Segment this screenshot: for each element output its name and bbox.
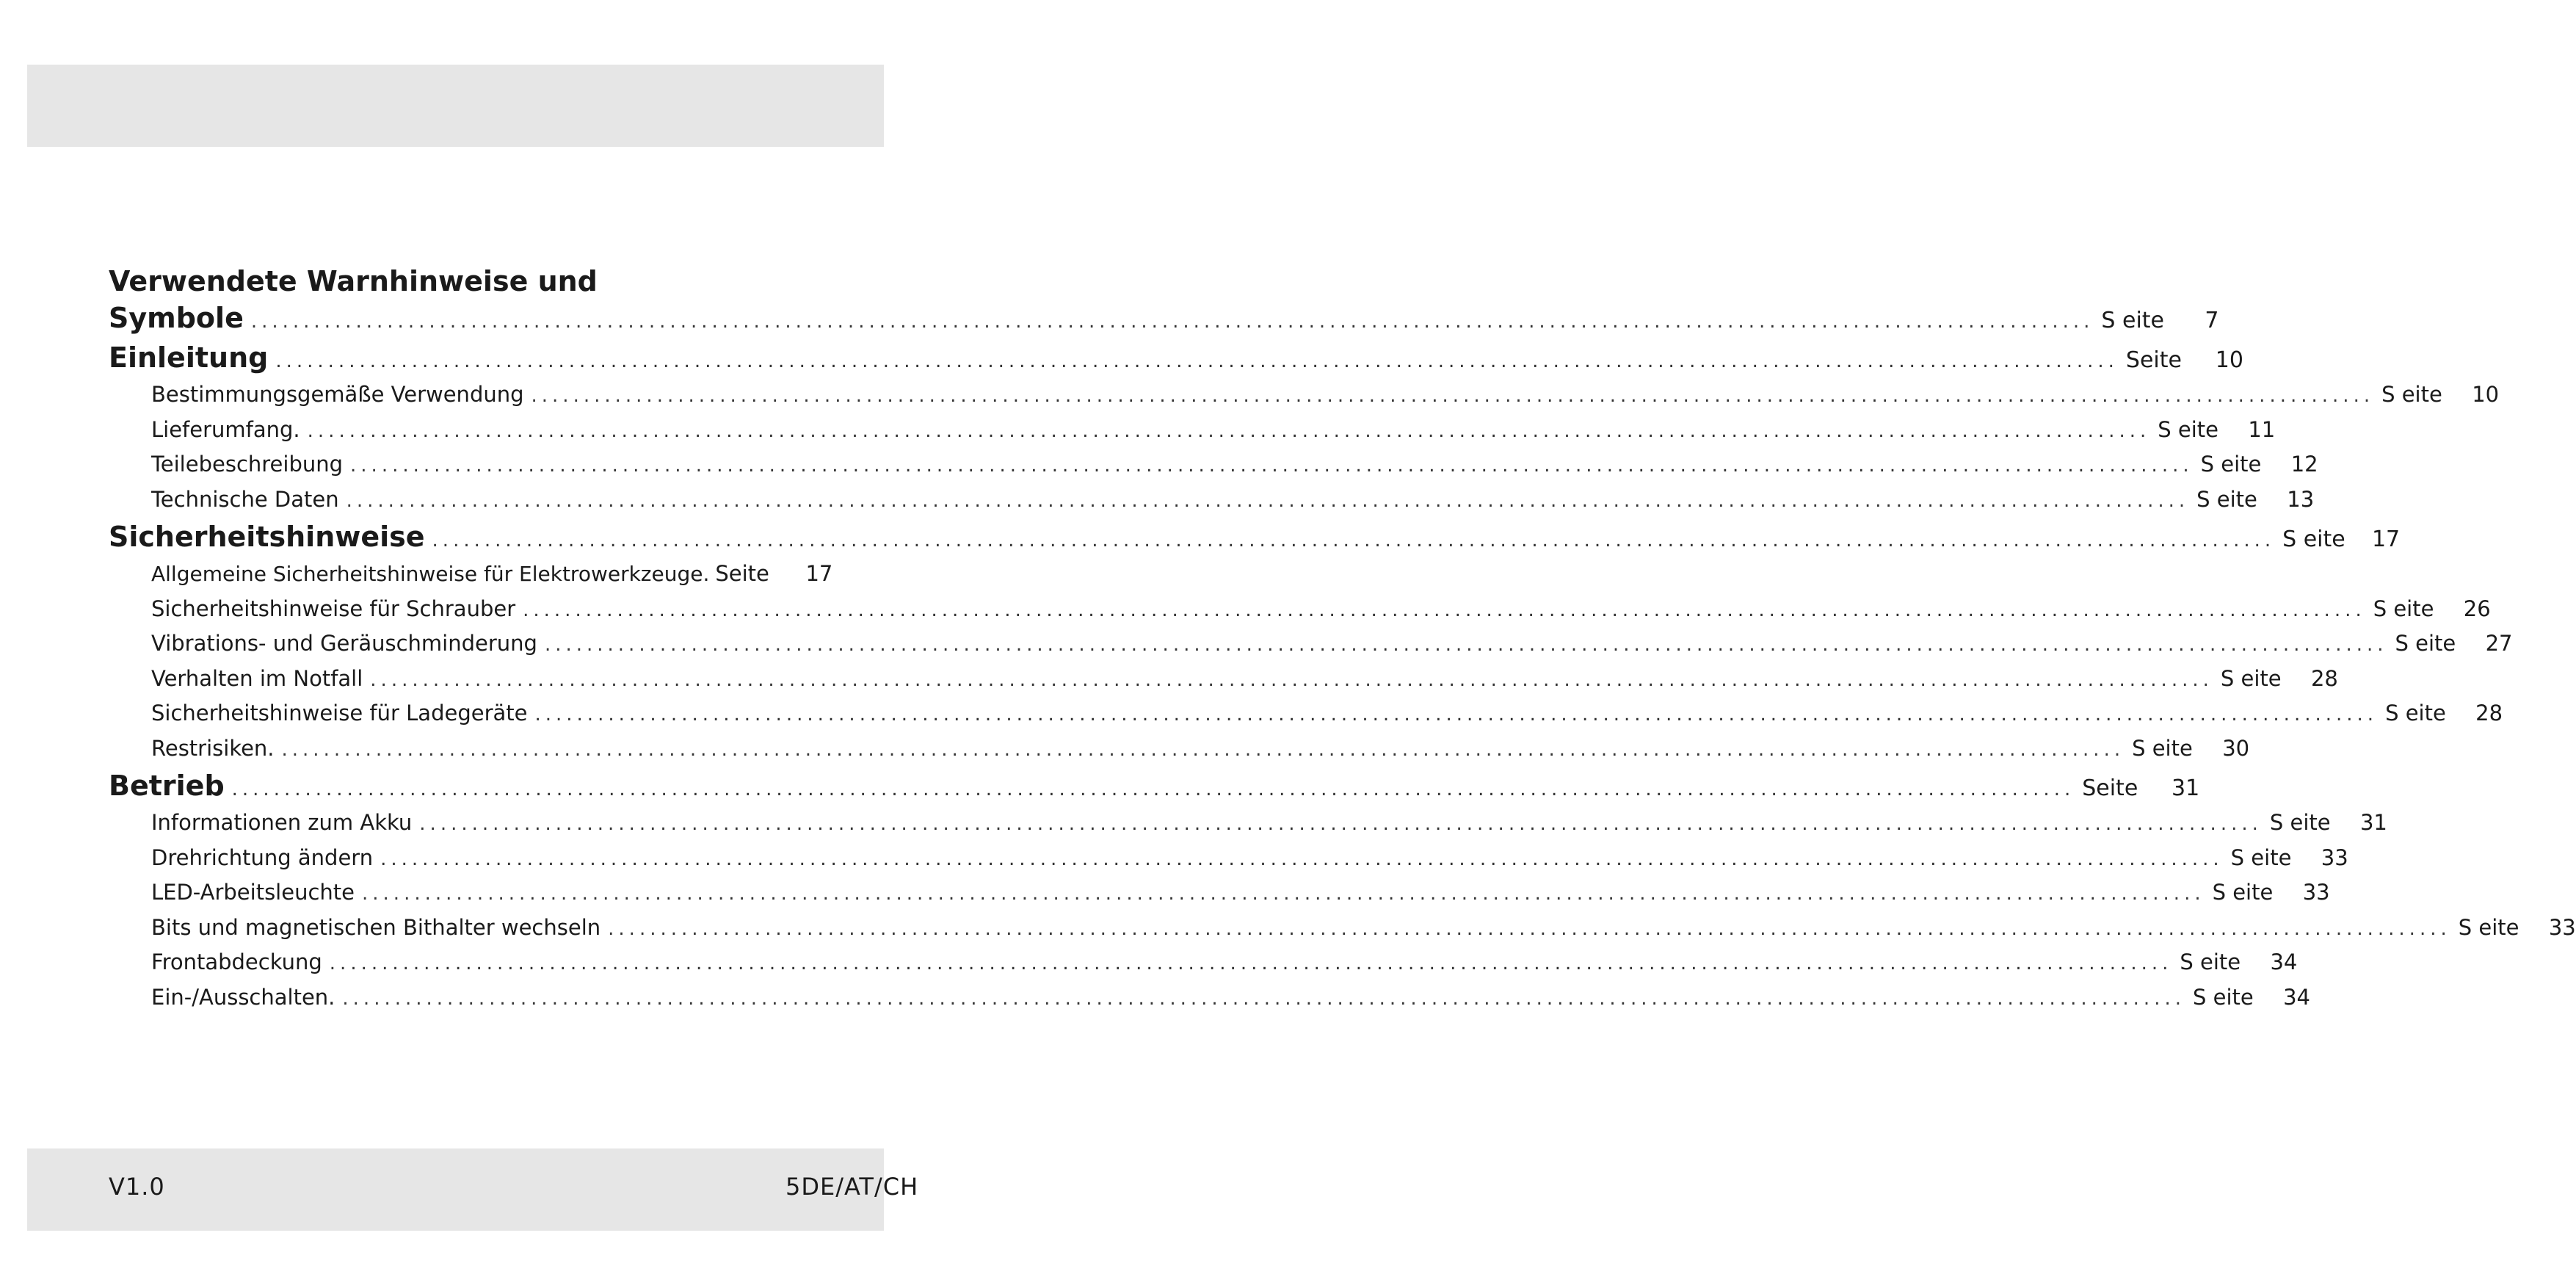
toc-entry-title: Ein-/Ausschalten. [151, 984, 335, 1010]
toc-entry-title: Technische Daten [151, 486, 339, 512]
dot-leader [380, 842, 2224, 878]
toc-page-number: 31 [2172, 775, 2200, 801]
toc-seite-label: S eite [2192, 984, 2254, 1010]
toc-page-number: 11 [2248, 416, 2276, 442]
toc-entry-title: Drehrichtung ändern [151, 844, 374, 870]
header-band [27, 65, 884, 147]
toc-seite-label: S eite [2180, 949, 2241, 974]
toc-seite-label: S eite [2132, 735, 2193, 761]
toc-entry-vibrations-geraeuschminderung[interactable] [109, 626, 2513, 662]
toc-entry-title: Sicherheitshinweise für Schrauber [151, 596, 516, 621]
toc-entry-symbole[interactable] [109, 298, 2219, 338]
dot-leader [531, 379, 2375, 414]
toc-entry-title: Lieferumfang. [151, 416, 300, 442]
dot-leader [282, 733, 2125, 768]
toc-entry-title: Frontabdeckung [151, 949, 322, 974]
toc-entry-title: Vibrations- und Geräuschminderung [151, 631, 537, 656]
toc-seite-label: S eite [2220, 665, 2282, 691]
dot-leader [232, 770, 2075, 809]
toc-page-number: 7 [2205, 308, 2219, 333]
toc-entry-frontabdeckung[interactable] [109, 945, 2298, 980]
toc-entry-sicherheitshinweise[interactable] [109, 517, 2401, 557]
toc-page-number: 10 [2215, 347, 2243, 373]
toc-page-number: 30 [2222, 735, 2250, 761]
toc-page-number: 27 [2485, 631, 2513, 656]
toc-page-number: 26 [2463, 596, 2491, 621]
toc-page-number: 33 [2302, 880, 2330, 905]
toc-entry-informationen-akku[interactable] [109, 806, 2387, 841]
toc-page-number: 34 [2270, 949, 2298, 974]
toc-seite-label: S eite [2381, 382, 2442, 407]
toc-page-number: 17 [805, 561, 833, 586]
toc-entry-lieferumfang[interactable] [109, 413, 2276, 448]
toc-entry-teilebeschreibung[interactable] [109, 447, 2318, 482]
toc-entry-title: Bits und magnetischen Bithalter wechseln [151, 914, 601, 940]
dot-leader [419, 807, 2263, 842]
toc-entry-einleitung[interactable] [109, 338, 2243, 377]
toc-seite-label: S eite [2395, 631, 2456, 656]
toc-page-number: 28 [2475, 701, 2503, 726]
toc-entry-title: Verhalten im Notfall [151, 665, 363, 691]
dot-leader [342, 982, 2185, 1017]
toc-entry-title: Sicherheitshinweise [109, 521, 425, 553]
toc-entry-title: Teilebeschreibung [151, 452, 344, 477]
toc-entry-verhalten-im-notfall[interactable] [109, 662, 2338, 697]
toc-entry-sicherheitshinweise-schrauber[interactable] [109, 592, 2491, 627]
toc-seite-label: S eite [2230, 844, 2292, 870]
version-label: V1.0 [109, 1173, 165, 1201]
toc-entry-betrieb[interactable] [109, 766, 2200, 806]
toc-page-number: 17 [2371, 527, 2401, 552]
toc-seite-label: Seite [2082, 775, 2138, 801]
toc-entry-ein-ausschalten[interactable] [109, 980, 2310, 1016]
dot-leader [362, 877, 2205, 912]
toc-page-number: 33 [2548, 914, 2576, 940]
toc-entry-drehrichtung-aendern[interactable] [109, 841, 2348, 876]
toc-seite-label: S eite [2158, 416, 2218, 442]
dot-leader [370, 663, 2213, 698]
toc-heading-line: Verwendete Warnhinweise und [109, 265, 598, 297]
toc-entry-title: Bestimmungsgemäße Verwendung [151, 382, 524, 407]
toc-entry-title: Einleitung [109, 341, 269, 374]
toc-seite-label: Seite [2125, 347, 2182, 373]
dot-leader [534, 698, 2378, 733]
page-code-label: 5DE/AT/CH [786, 1173, 919, 1201]
toc-page-number: 33 [2321, 844, 2348, 870]
toc-entry-led-arbeitsleuchte[interactable] [109, 875, 2330, 911]
toc-seite-label: Seite [715, 561, 769, 586]
toc-entry-title: Informationen zum Akku [151, 810, 413, 835]
dot-leader [330, 947, 2173, 982]
dot-leader [308, 414, 2151, 449]
toc-seite-label: S eite [2282, 527, 2345, 552]
toc-entry-bits-bithalter-wechseln[interactable] [109, 911, 2576, 946]
toc-entry-bestimmungsgemaesse-verwendung[interactable] [109, 377, 2500, 413]
toc-entry-title: Restrisiken. [151, 735, 275, 761]
toc-entry-title: Betrieb [109, 770, 225, 802]
dot-leader [251, 302, 2094, 341]
toc-seite-label: S eite [2101, 308, 2165, 333]
dot-leader [275, 341, 2119, 381]
toc-entry-sicherheitshinweise-ladegeraete[interactable] [109, 696, 2503, 731]
toc-seite-label: S eite [2269, 810, 2331, 835]
dot-leader [347, 484, 2190, 519]
dot-leader [523, 593, 2366, 629]
dot-leader [350, 449, 2194, 484]
toc-entry-title: Symbole [109, 302, 244, 334]
table-of-contents [109, 264, 2576, 1015]
toc-page-number: 10 [2472, 382, 2500, 407]
toc-page-number: 34 [2283, 984, 2310, 1010]
dot-leader [608, 912, 2451, 947]
toc-entry-title: LED-Arbeitsleuchte [151, 880, 355, 905]
toc-seite-label: S eite [2200, 452, 2262, 477]
dot-leader [432, 521, 2276, 560]
toc-page-number: 12 [2290, 452, 2318, 477]
toc-entry-title: Allgemeine Sicherheitshinweise für Elektrowerkzeuge. [151, 562, 710, 586]
toc-entry-allgemeine-sicherheitshinweise[interactable] [109, 557, 833, 592]
toc-seite-label: S eite [2373, 596, 2434, 621]
toc-page-number: 13 [2287, 486, 2315, 512]
toc-page-number: 28 [2310, 665, 2338, 691]
toc-page-number: 31 [2359, 810, 2387, 835]
toc-entry-title: Sicherheitshinweise für Ladegeräte [151, 701, 528, 726]
toc-entry-technische-daten[interactable] [109, 482, 2315, 518]
toc-seite-label: S eite [2458, 914, 2519, 940]
dot-leader [545, 628, 2388, 663]
toc-seite-label: S eite [2212, 880, 2274, 905]
toc-entry-restrisiken[interactable] [109, 731, 2250, 767]
toc-seite-label: S eite [2385, 701, 2446, 726]
toc-seite-label: S eite [2196, 486, 2257, 512]
